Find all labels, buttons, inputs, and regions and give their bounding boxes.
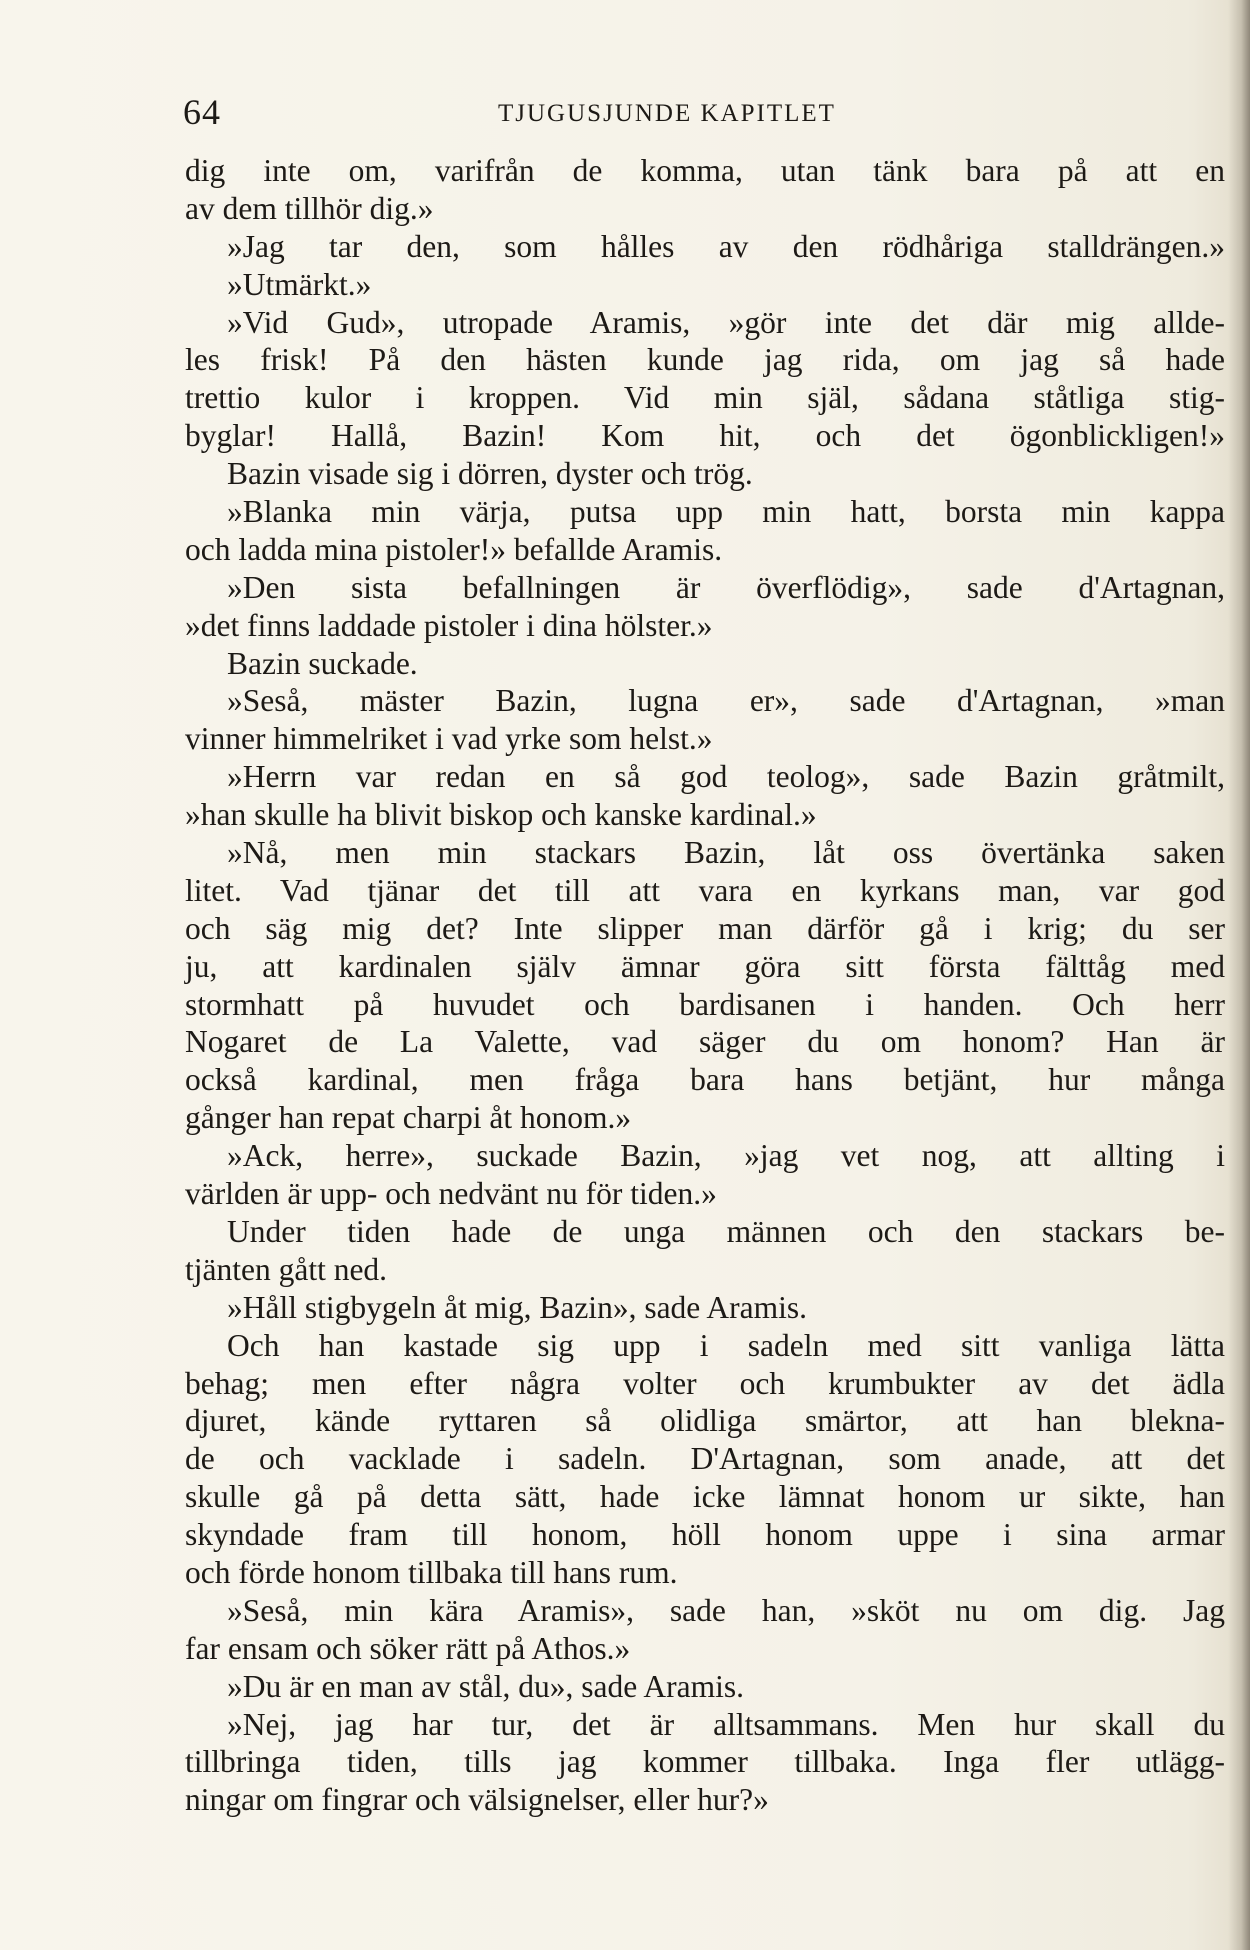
body-text bbox=[185, 152, 1225, 1819]
text-line: stormhatt på huvudet och bardisanen i handen. Och herr bbox=[185, 986, 1225, 1022]
page-header bbox=[183, 92, 1228, 132]
text-line: »det finns laddade pistoler i dina hölster.» bbox=[185, 607, 713, 643]
text-line: vinner himmelriket i vad yrke som helst.» bbox=[185, 721, 713, 757]
text-line: »Vid Gud», utropade Aramis, »gör inte det där mig allde- bbox=[227, 304, 1225, 340]
text-line: »Nå, men min stackars Bazin, låt oss övertänka saken bbox=[227, 835, 1225, 871]
text-line: »Ack, herre», suckade Bazin, »jag vet nog, att allting i bbox=[227, 1138, 1225, 1174]
text-line: »han skulle ha blivit biskop och kanske kardinal.» bbox=[185, 797, 817, 833]
text-line: »Seså, min kära Aramis», sade han, »sköt nu om dig. Jag bbox=[227, 1592, 1225, 1628]
text-line: och säg mig det? Inte slipper man därför gå i krig; du ser bbox=[185, 910, 1225, 946]
text-line: Och han kastade sig upp i sadeln med sitt vanliga lätta bbox=[227, 1327, 1225, 1363]
text-line: Bazin suckade. bbox=[227, 645, 418, 681]
text-line: »Blanka min värja, putsa upp min hatt, borsta min kappa bbox=[227, 494, 1225, 530]
text-line: »Herrn var redan en så god teolog», sade Bazin gråtmilt, bbox=[227, 759, 1225, 795]
text-line: les frisk! På den hästen kunde jag rida, om jag så hade bbox=[185, 342, 1225, 378]
text-line: och ladda mina pistoler!» befallde Aramis. bbox=[185, 531, 723, 567]
text-line: far ensam och söker rätt på Athos.» bbox=[185, 1630, 631, 1666]
text-line: »Jag tar den, som hålles av den rödhåriga stalldrängen.» bbox=[227, 228, 1225, 264]
page-number: 64 bbox=[183, 92, 221, 132]
text-line: och förde honom tillbaka till hans rum. bbox=[185, 1554, 678, 1590]
text-line: »Utmärkt.» bbox=[227, 266, 372, 302]
text-line: skyndade fram till honom, höll honom uppe i sina armar bbox=[185, 1517, 1225, 1553]
text-line: ju, att kardinalen själv ämnar göra sitt första fälttåg med bbox=[185, 948, 1225, 984]
running-title: TJUGUSJUNDE KAPITLET bbox=[498, 100, 836, 127]
text-line: de och vacklade i sadeln. D'Artagnan, som anade, att det bbox=[185, 1441, 1225, 1477]
text-line: skulle gå på detta sätt, hade icke lämnat honom ur sikte, han bbox=[185, 1479, 1225, 1515]
text-line: »Den sista befallningen är överflödig», sade d'Artagnan, bbox=[227, 569, 1225, 605]
text-line: också kardinal, men fråga bara hans betjänt, hur många bbox=[185, 1062, 1225, 1098]
text-line: »Seså, mäster Bazin, lugna er», sade d'Artagnan, »man bbox=[227, 683, 1225, 719]
text-line: »Nej, jag har tur, det är alltsammans. Men hur skall du bbox=[227, 1706, 1225, 1742]
text-line: av dem tillhör dig.» bbox=[185, 190, 434, 226]
page-edge-shadow bbox=[1228, 0, 1250, 1950]
text-line: världen är upp- och nedvänt nu för tiden.» bbox=[185, 1176, 717, 1212]
text-line: Nogaret de La Valette, vad säger du om honom? Han är bbox=[185, 1024, 1225, 1060]
text-line: djuret, kände ryttaren så olidliga smärtor, att han blekna- bbox=[185, 1403, 1225, 1439]
text-line: Bazin visade sig i dörren, dyster och trög. bbox=[227, 456, 753, 492]
text-line: trettio kulor i kroppen. Vid min själ, sådana ståtliga stig- bbox=[185, 380, 1225, 416]
text-line: litet. Vad tjänar det till att vara en kyrkans man, var god bbox=[185, 872, 1225, 908]
text-line: dig inte om, varifrån de komma, utan tänk bara på att en bbox=[185, 153, 1225, 188]
text-line: tjänten gått ned. bbox=[185, 1251, 388, 1287]
text-line: behag; men efter några volter och krumbukter av det ädla bbox=[185, 1365, 1225, 1401]
text-line: Under tiden hade de unga männen och den stackars be- bbox=[227, 1213, 1225, 1249]
text-line: »Du är en man av stål, du», sade Aramis. bbox=[227, 1668, 744, 1704]
text-line: gånger han repat charpi åt honom.» bbox=[185, 1100, 632, 1136]
text-line: ningar om fingrar och välsignelser, eller hur?» bbox=[185, 1782, 769, 1818]
text-line: »Håll stigbygeln åt mig, Bazin», sade Aramis. bbox=[227, 1289, 808, 1325]
text-line: byglar! Hallå, Bazin! Kom hit, och det ögonblickligen!» bbox=[185, 418, 1225, 454]
text-line: tillbringa tiden, tills jag kommer tillbaka. Inga fler utlägg- bbox=[185, 1744, 1225, 1780]
